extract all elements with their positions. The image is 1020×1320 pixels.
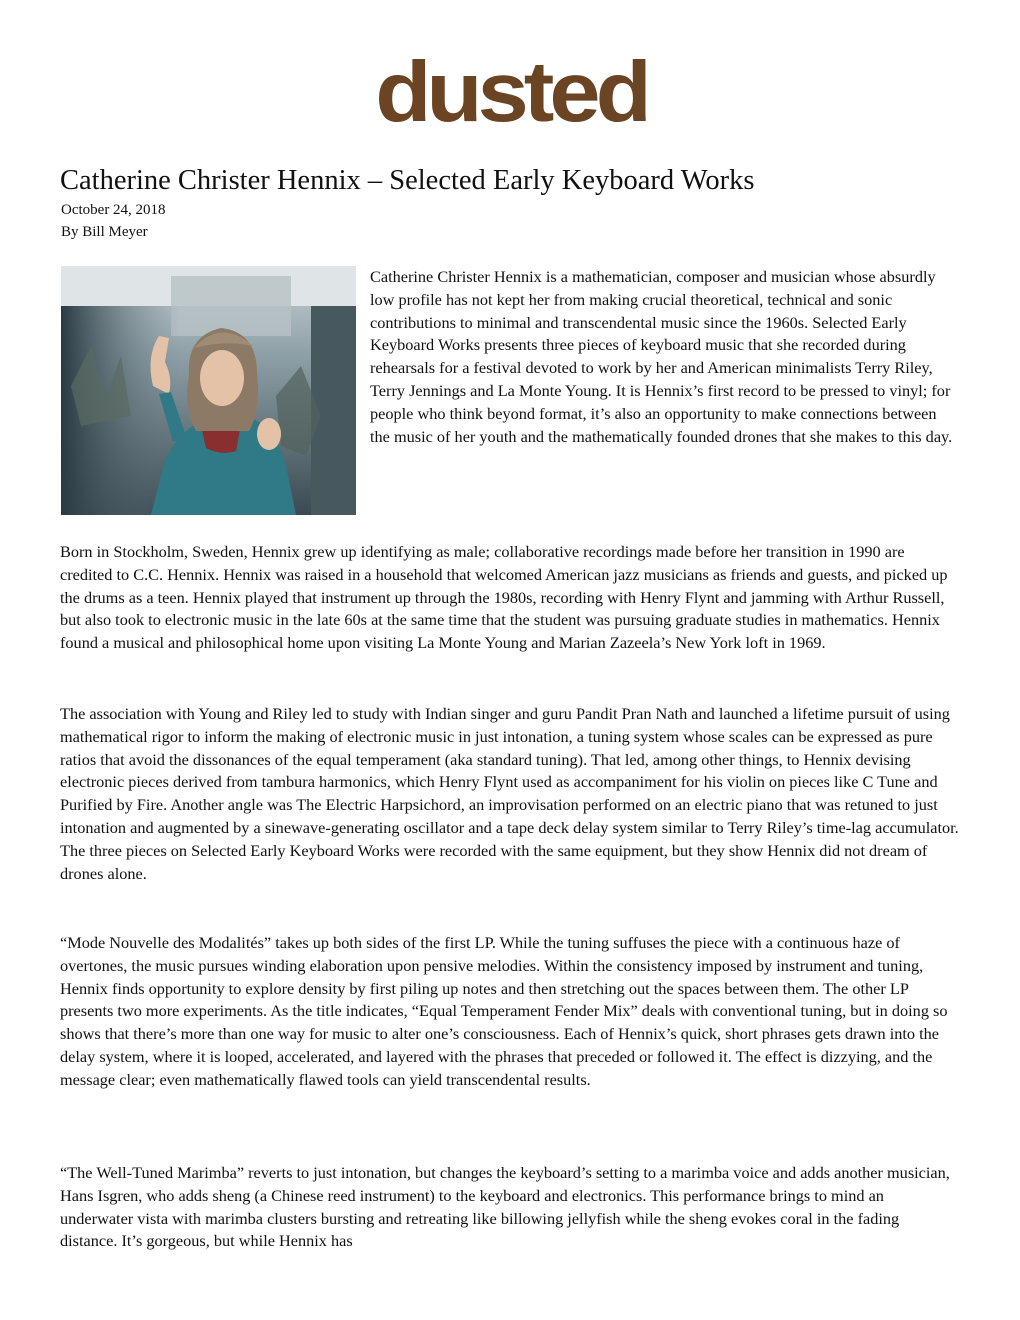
article-byline: By Bill Meyer — [61, 224, 148, 240]
article-paragraph: “Mode Nouvelle des Modalités” takes up both sides of the first LP. While the tuning suffuses the piece with a continuous haze of overtones, the music pursues winding elaboration upon pensive melodies. Within the consistency imposed by instrument and tuning, Hennix finds opportunity to explore density by first piling up notes and then stretching out the spaces between them. The other LP presents two more experiments. As the title indicates, “Equal Temperament Fender Mix” deals with conventional tuning, but in doing so shows that there’s more than one way for music to alter one’s consciousness. Each of Hennix’s quick, short phrases gets drawn into the delay system, where it is looped, accelerated, and layered with the phrases that preceded or followed it. The effect is dizzying, and the message clear; even mathematically flawed tools can yield transcendental results. — [60, 933, 948, 1089]
article-paragraph: Born in Stockholm, Sweden, Hennix grew up identifying as male; collaborative recordings made before her transition in 1990 are credited to C.C. Hennix. Hennix was raised in a household that welcomed American jazz musicians as friends and guests, and picked up the drums as a teen. Hennix played that instrument up through the 1980s, recording with Henry Flynt and jamming with Arthur Russell, but also took to electronic music in the late 60s at the same time that the student was pursuing graduate studies in mathematics. Hennix found a musical and philosophical home upon visiting La Monte Young and Marian Zazeela’s New York loft in 1969. — [60, 542, 948, 653]
artist-photo — [61, 266, 356, 515]
logo-text: dusted — [375, 44, 647, 140]
article-paragraph: The association with Young and Riley led to study with Indian singer and guru Pandit Pran Nath and launched a lifetime pursuit of using mathematical rigor to inform the making of electronic music in just intonation, a tuning system whose scales can be expressed as pure ratios that avoid the dissonances of the equal temperament (aka standard tuning). That led, among other things, to Hennix devising electronic pieces derived from tambura harmonics, which Henry Flynt used as accompaniment for his violin on pieces like C Tune and Purified by Fire. Another angle was The Electric Harpsichord, an improvisation performed on an electric piano that was retuned to just intonation and augmented by a sinewave-generating oscillator and a tape deck delay system similar to Terry Riley’s time-lag accumulator. The three pieces on Selected Early Keyboard Works were recorded with the same equipment, but they show Hennix did not dream of drones alone. — [60, 704, 959, 883]
article-paragraph: “The Well-Tuned Marimba” reverts to just intonation, but changes the keyboard’s setting to a marimba voice and adds another musician, Hans Isgren, who adds sheng (a Chinese reed instrument) to the keyboard and electronics. This performance brings to mind an underwater vista with marimba clusters bursting and retreating like billowing jellyfish while the sheng evokes coral in the fading distance. It’s gorgeous, but while Hennix has — [60, 1163, 950, 1251]
dusted-logo — [371, 44, 651, 140]
article-title: Catherine Christer Hennix – Selected Early Keyboard Works — [60, 165, 755, 196]
article-date: October 24, 2018 — [61, 202, 166, 218]
article-intro: Catherine Christer Hennix is a mathematician, composer and musician whose absurdly low profile has not kept her from making crucial theoretical, technical and sonic contributions to minimal and transcendental music since the 1960s. Selected Early Keyboard Works presents three pieces of keyboard music that she recorded during rehearsals for a festival devoted to work by her and American minimalists Terry Riley, Terry Jennings and La Monte Young. It is Hennix’s first record to be pressed to vinyl; for people who think beyond format, it’s also an opportunity to make connections between the music of her youth and the mathematically founded drones that she makes to this day. — [370, 267, 953, 446]
